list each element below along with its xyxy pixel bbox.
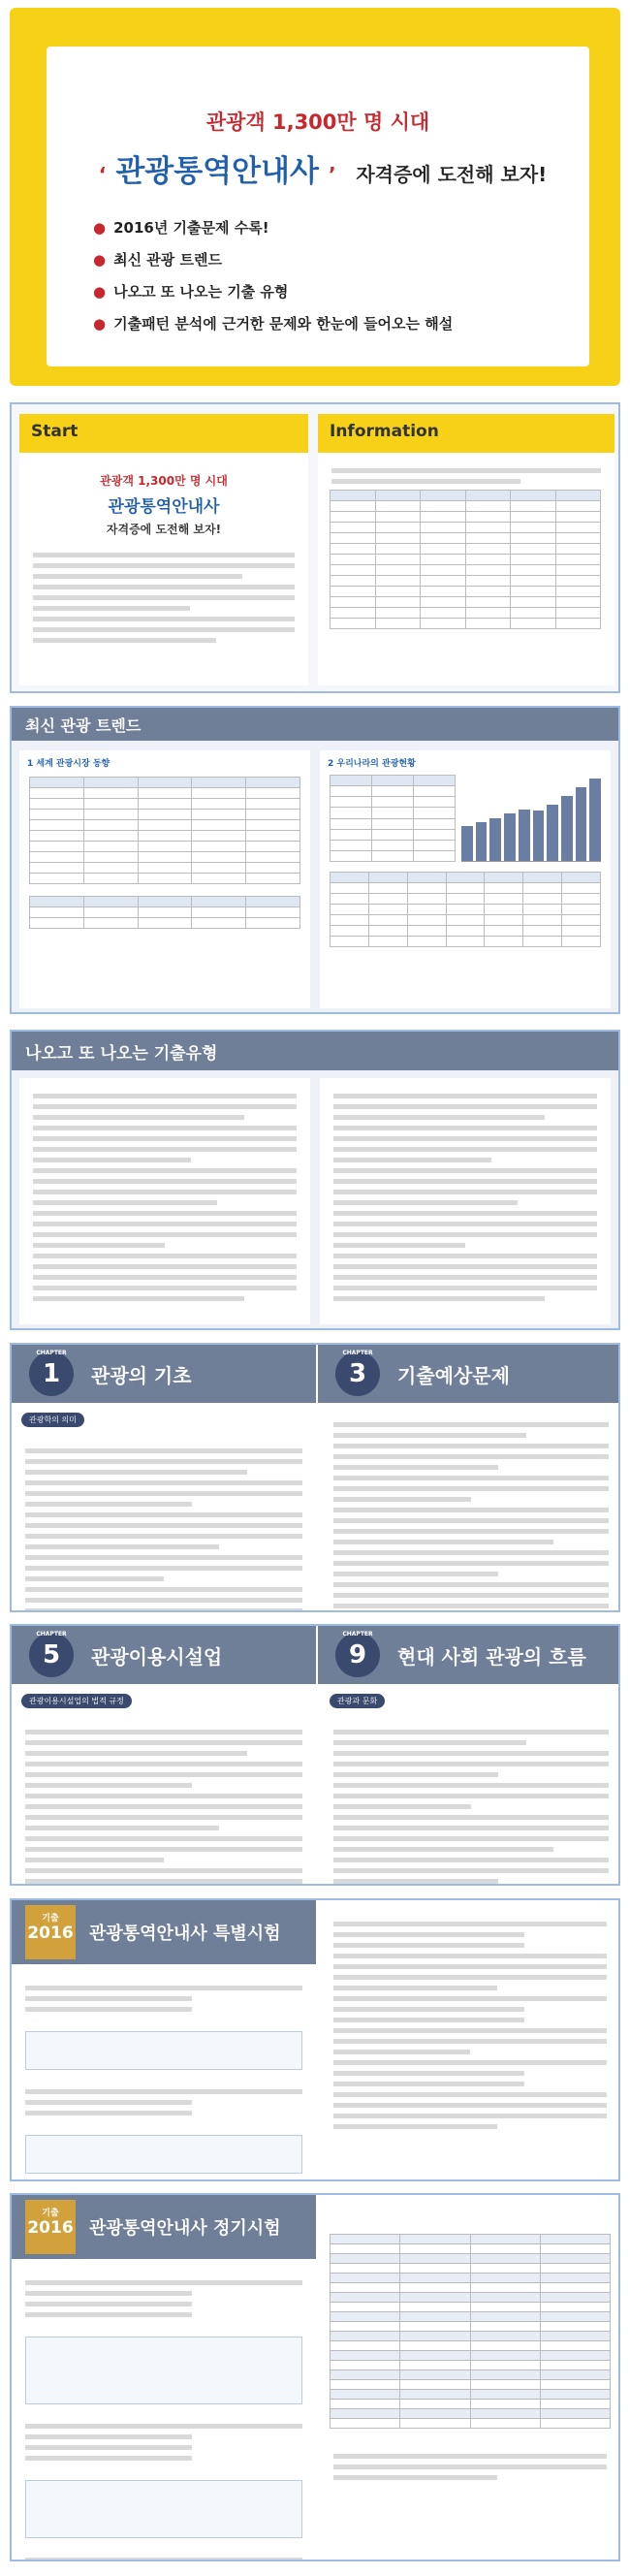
trend-right-page [320, 750, 611, 1008]
trend-bar-chart [461, 775, 601, 862]
start-line3: 자격증에 도전해 보자! [106, 523, 222, 536]
exam-note [25, 2480, 302, 2538]
hero-line1: 관광객 1,300만 명 시대 [205, 111, 430, 134]
exam-note [25, 2135, 302, 2174]
pattern-header: 나오고 또 나오는 기출유형 [12, 1032, 618, 1070]
trend-table-3 [330, 775, 456, 862]
trend-header: 최신 관광 트렌드 [12, 708, 618, 741]
chapter-5-body [12, 1688, 316, 1886]
chapter-1-badge: 관광학의 의미 [21, 1413, 84, 1427]
chapter-3-header [318, 1345, 620, 1403]
exam-note [25, 2031, 302, 2070]
start-page [19, 414, 308, 685]
information-bar: Information [318, 414, 614, 453]
trend-left-page [19, 750, 310, 1008]
exam-special-title: 관광통역안내사 특별시험 [89, 1924, 281, 1944]
hero-banner [10, 8, 620, 386]
exam-special-right-page [320, 1900, 620, 2145]
chapter-9-title: 현대 사회 관광의 흐름 [397, 1644, 586, 1669]
exam-regular-right-page [320, 2195, 620, 2496]
trend-table-1 [29, 777, 300, 884]
hero-bullets [93, 217, 453, 345]
exam-special-questions [12, 1970, 316, 2181]
chapter-1-header [12, 1345, 316, 1403]
chapter-5-title: 관광이용시설업 [91, 1644, 223, 1669]
start-line1: 관광객 1,300만 명 시대 [100, 474, 228, 488]
exam-regular-title: 관광통역안내사 정기시험 [89, 2218, 281, 2239]
information-page [318, 414, 614, 685]
chapter-9-badge: 관광과 문화 [330, 1694, 385, 1708]
chapter-1-3-section [10, 1343, 620, 1612]
chapter-3-body [320, 1407, 620, 1612]
exam-regular-year: 기출 2016 [25, 2200, 76, 2254]
trend-table-2 [29, 896, 300, 929]
chapter-5-badge: 관광이용시설업의 법적 규정 [21, 1694, 132, 1708]
exam-special-year: 기출 2016 [25, 1905, 76, 1959]
chapter-3-title: 기출예상문제 [397, 1363, 510, 1387]
chapter-5-9-section [10, 1624, 620, 1886]
chapter-3-number: CHAPTER 3 [335, 1352, 380, 1396]
hero-card [47, 47, 589, 366]
chapter-5-header [12, 1626, 316, 1684]
start-section [10, 402, 620, 693]
trend-item2: 2 우리나라의 관광현황 [328, 759, 416, 769]
hero-bullet: ● 2016년 기출문제 수록! [93, 219, 269, 237]
info-table [330, 490, 601, 629]
pattern-section [10, 1030, 620, 1330]
hero-bullet: ● 나오고 또 나오는 기출 유형 [93, 283, 289, 301]
chapter-9-number: CHAPTER 9 [335, 1633, 380, 1677]
exam-note [25, 2337, 302, 2404]
start-text-block [19, 537, 308, 658]
hero-title: ‘ 관광통역안내사 ’ 자격증에 도전해 보자! [98, 154, 548, 189]
exam-special-section [10, 1898, 620, 2181]
chapter-5-number: CHAPTER 5 [29, 1633, 74, 1677]
answer-table [330, 2234, 611, 2429]
pattern-right-page [320, 1078, 611, 1324]
exam-regular-header [12, 2195, 316, 2259]
trend-table-4 [330, 872, 601, 947]
chapter-1-title: 관광의 기초 [91, 1363, 192, 1387]
chapter-1-body [12, 1407, 316, 1612]
chapter-1-number: CHAPTER 1 [29, 1352, 74, 1396]
pattern-left-page [19, 1078, 310, 1324]
start-line2: 관광통역안내사 [108, 497, 220, 517]
chapter-9-header [318, 1626, 620, 1684]
hero-bullet: ● 최신 관광 트렌드 [93, 251, 222, 269]
trend-section [10, 706, 620, 1014]
chapter-9-body [320, 1688, 620, 1886]
exam-special-header [12, 1900, 316, 1964]
exam-regular-section [10, 2193, 620, 2561]
trend-item1: 1 세계 관광시장 동향 [27, 759, 110, 769]
exam-regular-questions [12, 2265, 316, 2561]
start-bar: Start [19, 414, 308, 453]
hero-bullet: ● 기출패턴 분석에 근거한 문제와 한눈에 들어오는 해설 [93, 315, 454, 333]
